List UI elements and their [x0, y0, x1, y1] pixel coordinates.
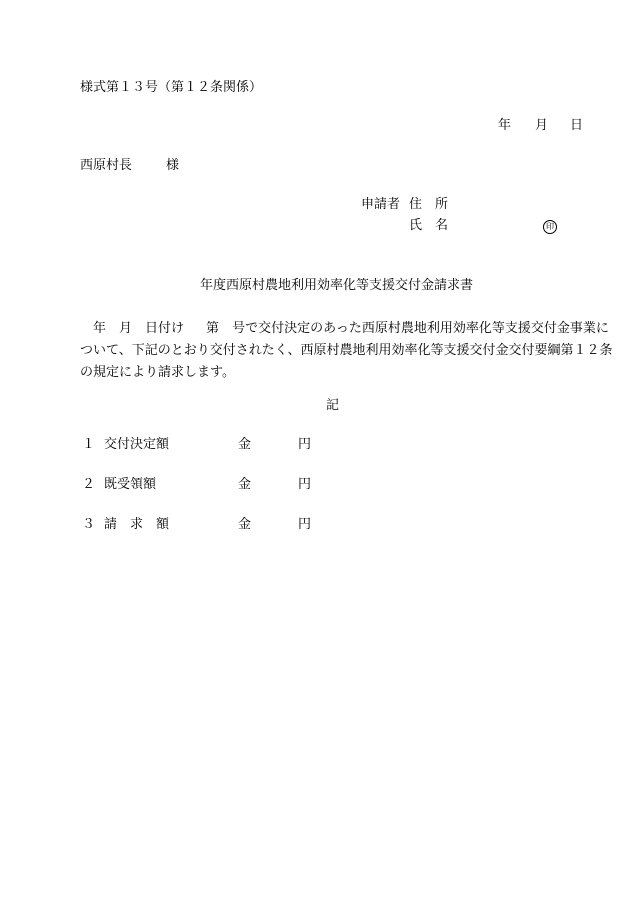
- item-label: 交付決定額: [104, 437, 170, 452]
- item-kin: 金: [238, 517, 252, 532]
- body-line-2: ついて、下記のとおり交付されたく、西原村農地利用効率化等支援交付金交付要綱第１２条: [80, 343, 613, 358]
- item-yen: 円: [298, 437, 312, 452]
- item-kin: 金: [238, 437, 252, 452]
- item-yen: 円: [298, 517, 312, 532]
- item-number: １: [82, 437, 96, 452]
- body-line-1-rest: 号で交付決定のあった西原村農地利用効率化等支援交付金事業に: [232, 321, 609, 336]
- seal-icon: 印: [543, 220, 557, 234]
- date-month: 月: [535, 118, 549, 133]
- document-title: 年度西原村農地利用効率化等支援交付金請求書: [200, 278, 474, 293]
- applicant-name-label: 氏 名: [409, 218, 449, 233]
- seal-mark-wrapper: [543, 218, 557, 234]
- applicant-role-label: 申請者: [361, 197, 401, 212]
- addressee-honorific: 様: [166, 158, 180, 173]
- body-month: 月: [119, 321, 133, 336]
- date-year: 年: [498, 118, 512, 133]
- applicant-address-label: 住 所: [409, 197, 449, 212]
- item-yen: 円: [298, 477, 312, 492]
- body-year: 年: [93, 321, 107, 336]
- body-line-3: の規定により請求します。: [80, 365, 235, 380]
- body-date: 日付け: [145, 321, 185, 336]
- ki-heading: 記: [326, 398, 340, 413]
- item-kin: 金: [238, 477, 252, 492]
- body-paragraph: [80, 318, 613, 384]
- item-label: 請 求 額: [104, 517, 170, 532]
- body-no: 第: [206, 321, 220, 336]
- item-number: ３: [82, 517, 96, 532]
- item-label: 既受領額: [104, 477, 157, 492]
- item-number: ２: [82, 477, 96, 492]
- form-number: 様式第１３号（第１２条関係）: [80, 80, 263, 95]
- addressee-name: 西原村長: [80, 158, 133, 173]
- date-day: 日: [570, 118, 584, 133]
- body-line-1: [80, 318, 609, 340]
